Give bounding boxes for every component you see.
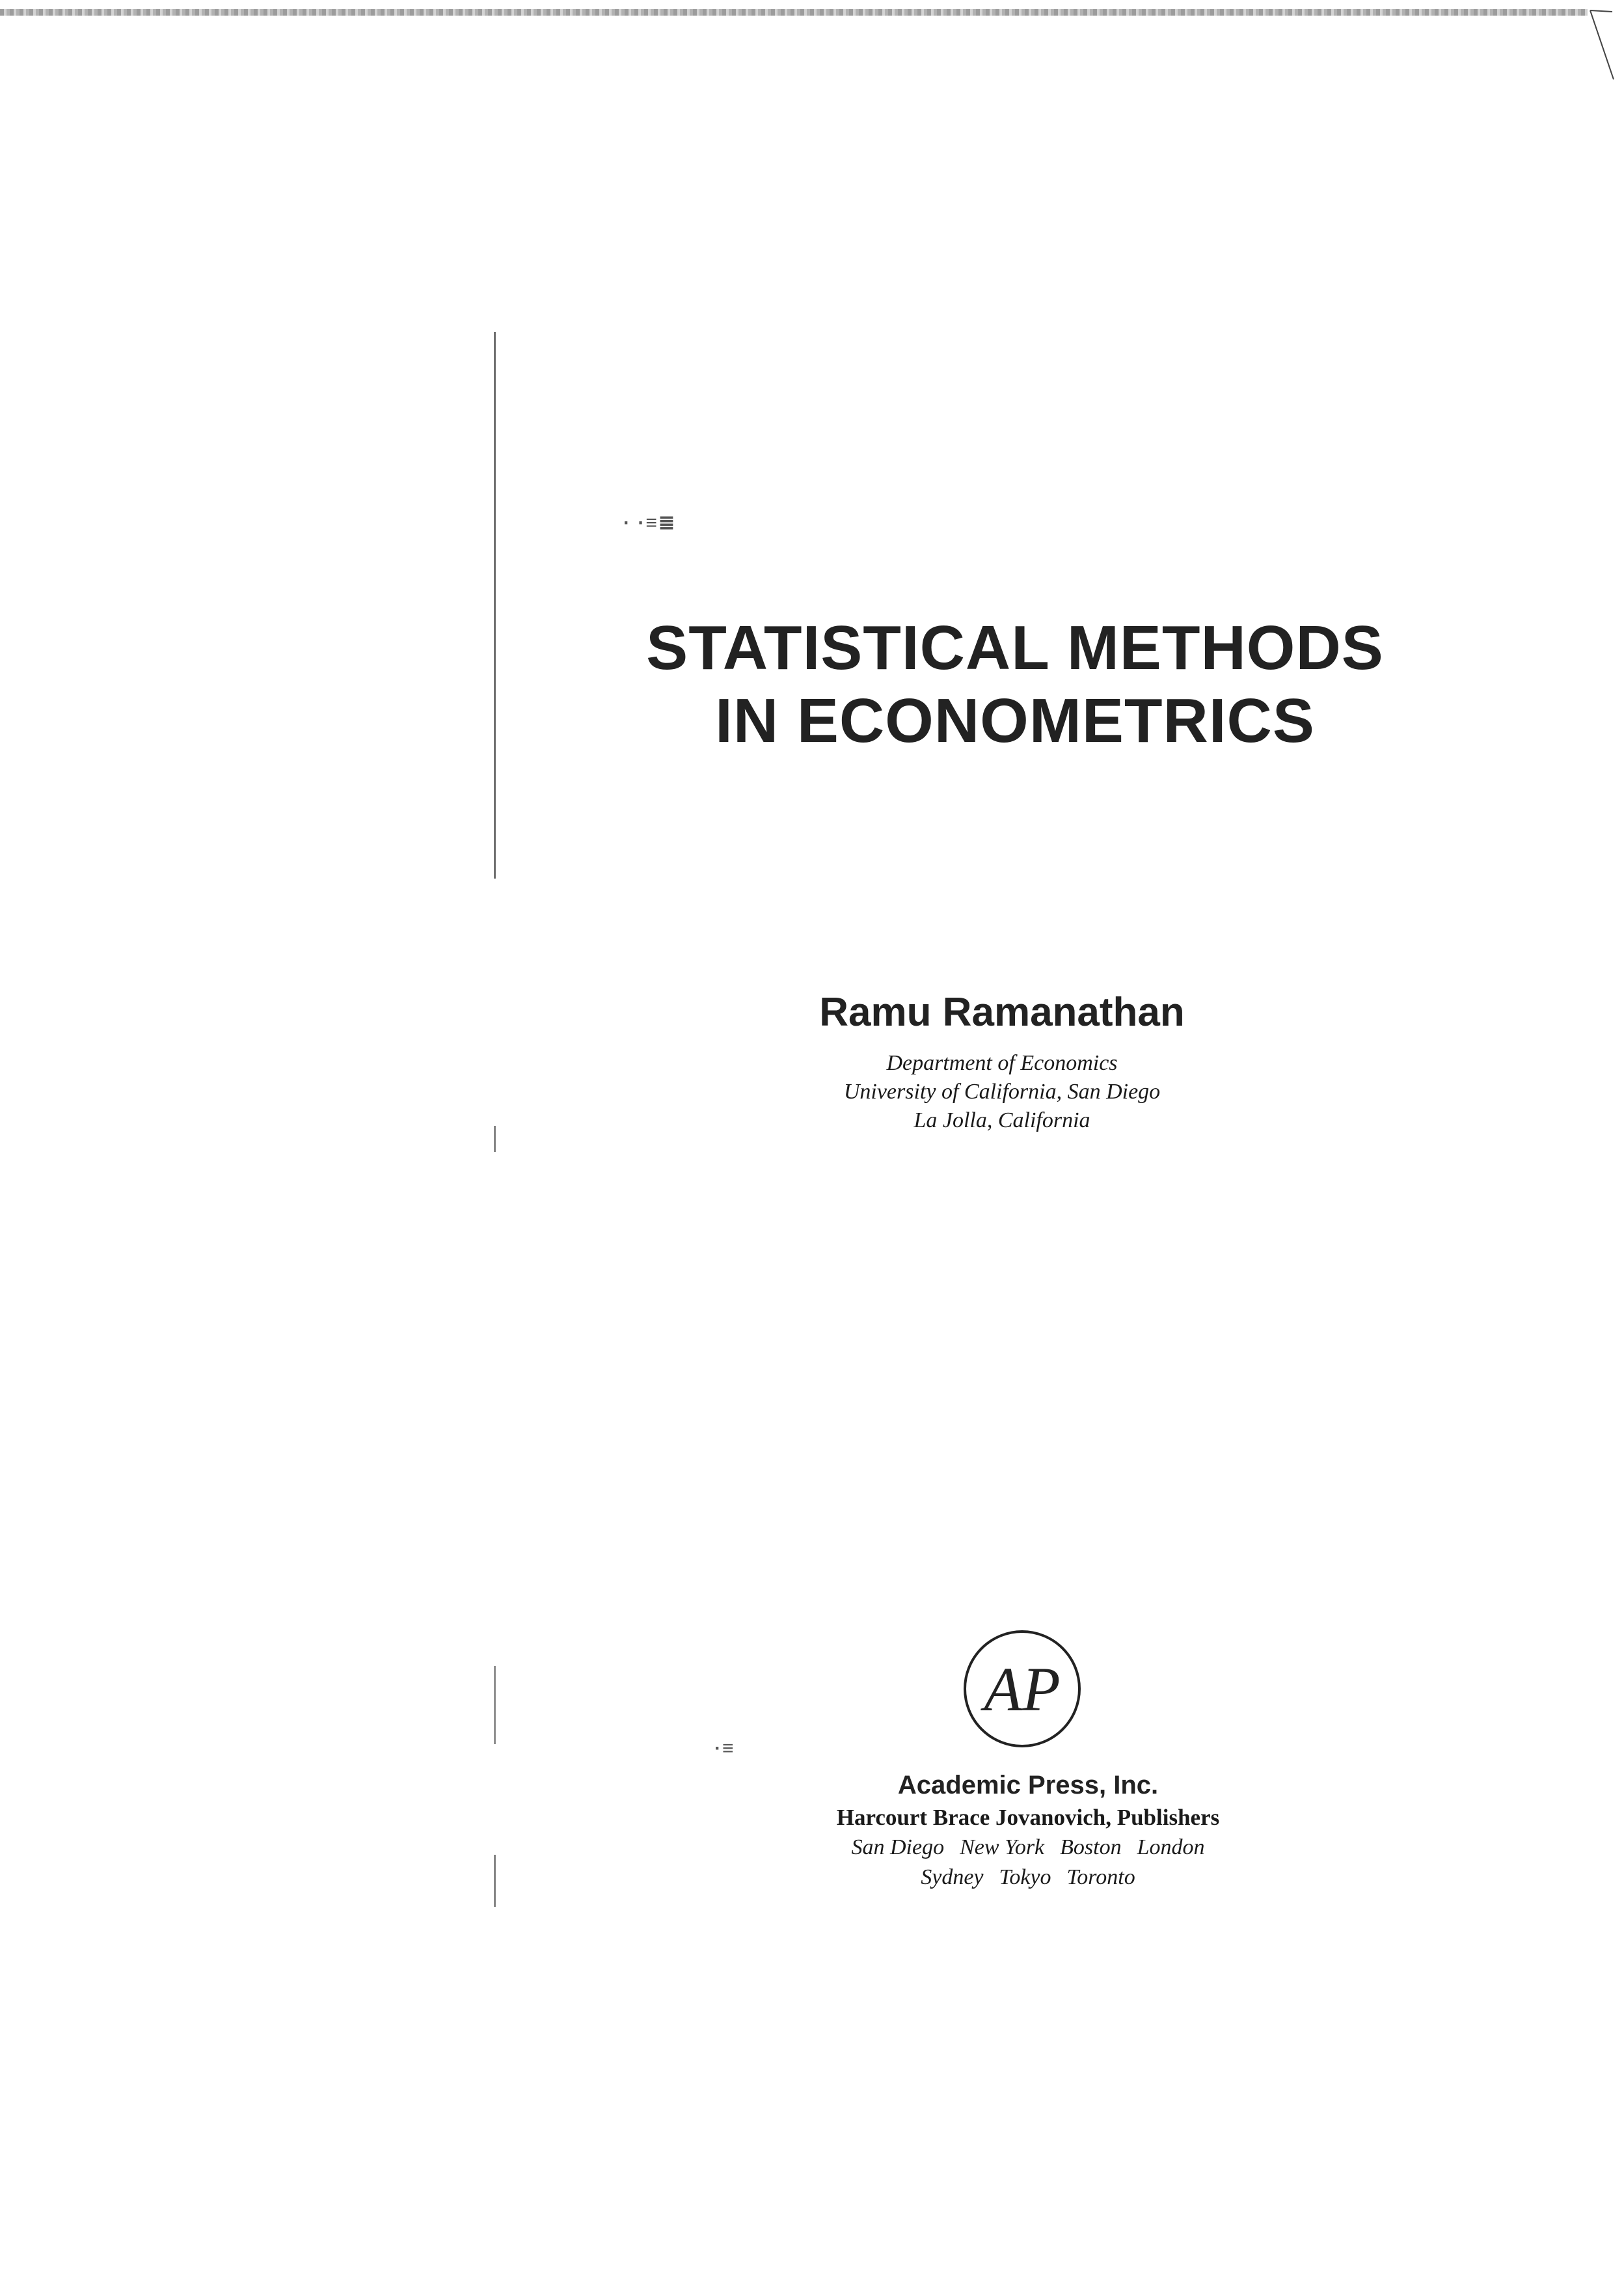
page-corner-fold	[1589, 9, 1615, 81]
scan-margin-line	[494, 1666, 496, 1744]
city: Toronto	[1066, 1865, 1135, 1889]
scan-margin-line	[494, 1126, 496, 1152]
city: New York	[960, 1835, 1045, 1859]
author-name: Ramu Ramanathan	[819, 990, 1185, 1035]
book-title	[553, 612, 1477, 758]
scan-margin-line	[494, 1855, 496, 1907]
city: Boston	[1060, 1835, 1122, 1859]
publisher-cities-line2	[748, 1863, 1308, 1893]
book-title-line1: STATISTICAL METHODS	[646, 613, 1384, 683]
publisher-logo-text: AP	[984, 1654, 1061, 1724]
scan-top-edge	[0, 9, 1588, 16]
publisher-parent: Harcourt Brace Jovanovich, Publishers	[836, 1805, 1220, 1830]
scan-artifact: · ·≡≣	[623, 512, 676, 534]
publisher-logo	[960, 1627, 1084, 1751]
location: La Jolla, California	[914, 1108, 1090, 1132]
city: Tokyo	[999, 1865, 1051, 1889]
scan-artifact: ·≡	[714, 1738, 735, 1759]
university: University of California, San Diego	[843, 1080, 1161, 1104]
department: Department of Economics	[886, 1051, 1118, 1075]
city: London	[1137, 1835, 1205, 1859]
city: Sydney	[921, 1865, 984, 1889]
publisher-name: Academic Press, Inc.	[897, 1771, 1159, 1799]
publisher-cities-line1	[748, 1833, 1308, 1863]
city: San Diego	[851, 1835, 945, 1859]
publisher-block	[748, 1768, 1308, 1893]
book-title-line2: IN ECONOMETRICS	[715, 686, 1315, 756]
author-affiliation	[748, 1049, 1256, 1135]
scan-margin-line	[494, 332, 496, 879]
